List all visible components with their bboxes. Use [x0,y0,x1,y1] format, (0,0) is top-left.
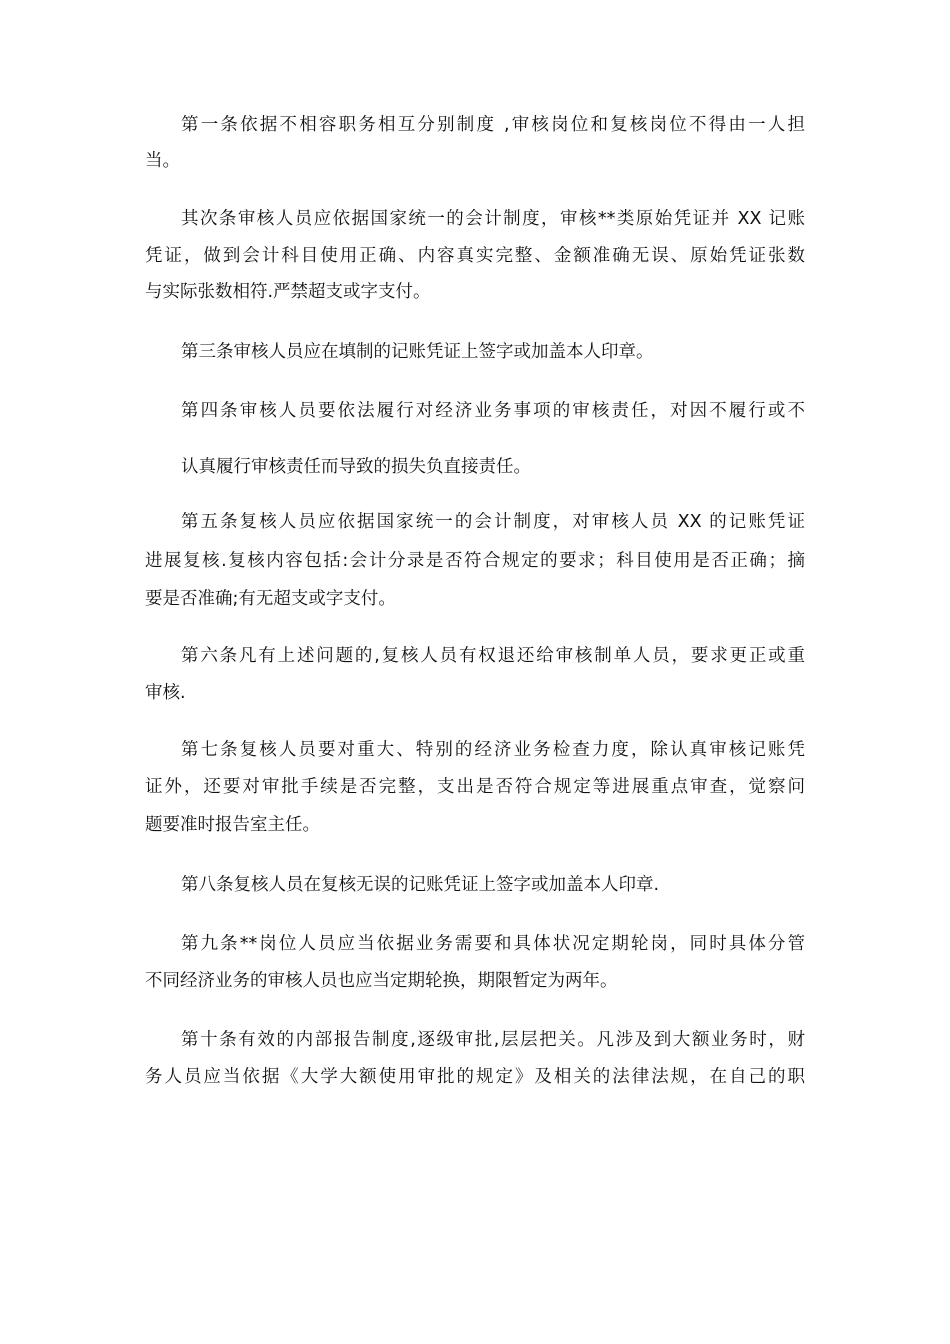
text-line: 证外，还要对审批手续是否完整，支出是否符合规定等进展重点审查，觉察问 [145,777,805,797]
text-line: 认真履行审核责任而导致的损失负直接责任。 [181,457,531,477]
text-line: 第十条有效的内部报告制度,逐级审批,层层把关。凡涉及到大额业务时，财 [181,1030,805,1050]
text-line: 进展复核.复核内容包括:会计分录是否符合规定的要求；科目使用是否正确；摘 [145,551,805,571]
text-line: 当。 [145,151,180,171]
text-line: 第八条复核人员在复核无误的记账凭证上签字或加盖本人印章. [181,875,660,895]
text-line: 凭证，做到会计科目使用正确、内容真实完整、金额准确无误、原始凭证张数 [145,246,805,266]
text-line: 审核. [145,683,186,703]
text-line: 第一条依据不相容职务相互分别制度 ,审核岗位和复核岗位不得由一人担 [181,115,805,135]
text-line: 要是否准确;有无超支或字支付。 [145,589,396,609]
text-line: 第三条审核人员应在填制的记账凭证上签字或加盖本人印章。 [181,342,654,362]
text-line: 不同经济业务的审核人员也应当定期轮换，期限暂定为两年。 [145,971,618,991]
text-line: 题要准时报告室主任。 [145,815,320,835]
text-line: 第六条凡有上述问题的,复核人员有权退还给审核制单人员，要求更正或重 [181,646,805,666]
text-line: 第七条复核人员要对重大、特别的经济业务检查力度，除认真审核记账凭 [181,740,805,760]
text-line: 务人员应当依据《大学大额使用审批的规定》及相关的法律法规，在自己的职 [145,1067,805,1087]
text-line: 其次条审核人员应依据国家统一的会计制度，审核**类原始凭证并 XX 记账 [181,209,805,229]
text-line: 第五条复核人员应依据国家统一的会计制度，对审核人员 XX 的记账凭证 [181,512,805,532]
text-line: 第四条审核人员要依法履行对经济业务事项的审核责任，对因不履行或不 [181,401,805,421]
text-line: 与实际张数相符.严禁超支或字支付。 [145,282,431,302]
text-line: 第九条**岗位人员应当依据业务需要和具体状况定期轮岗，同时具体分管 [181,934,805,954]
